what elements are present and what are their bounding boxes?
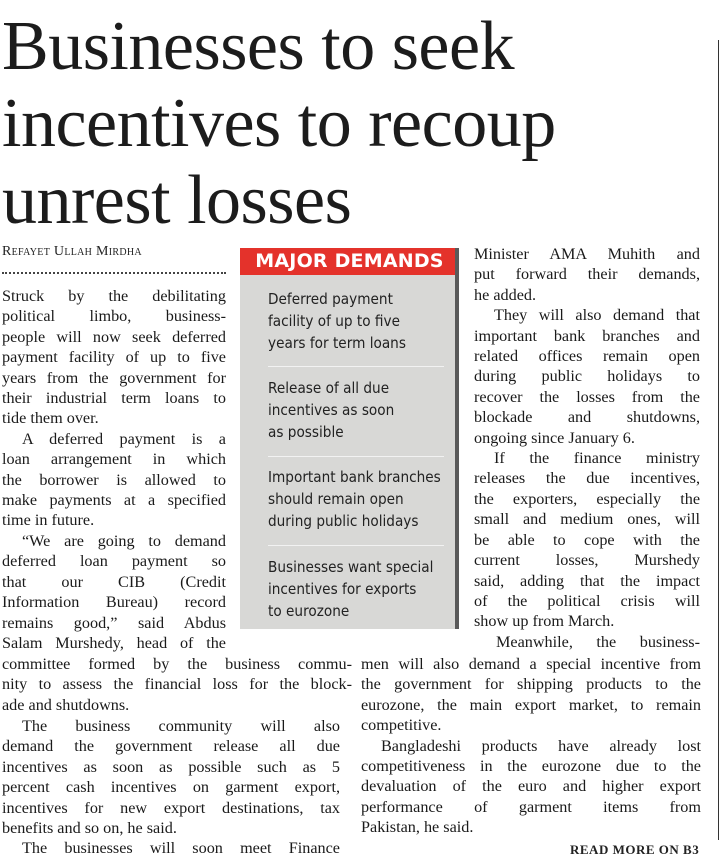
text-line: political limbo, business- (2, 307, 226, 326)
text-line: put forward their demands, (474, 265, 700, 284)
text-line: ongoing since January 6. (474, 428, 635, 447)
text-line: payment facility of up to five (2, 348, 226, 367)
text-line: time in future. (2, 511, 95, 530)
text-line: Salam Murshedy, head of the (2, 633, 226, 652)
text-line: competitiveness in the eurozone due to the (361, 757, 701, 776)
text-line: the government for shipping products to the (361, 675, 701, 694)
text-line: make payments at a specified (2, 491, 226, 510)
text-line: A deferred payment is a (22, 429, 226, 448)
text-line: competitive. (361, 716, 442, 735)
demand-line: Release of all due (268, 379, 390, 397)
article-bottom-right (361, 654, 701, 838)
text-line: performance of garment items from (361, 797, 701, 816)
text-line: Meanwhile, the business- (496, 632, 700, 651)
text-line: of the political crisis will (474, 591, 700, 610)
text-line: Struck by the debilitating (2, 287, 226, 305)
text-line: men will also demand a special incentive from (361, 655, 701, 673)
text-line: the exporters, especially the (474, 489, 700, 508)
text-line: important bank branches and (474, 326, 700, 345)
text-line: percent cash incentives on garment export, (2, 778, 340, 797)
read-more-link[interactable]: READ MORE ON B3 (570, 842, 700, 857)
demand-line: during public holidays (268, 512, 419, 530)
article-wide-left (2, 654, 352, 715)
demand-line: should remain open (268, 490, 404, 508)
text-line: people will now seek deferred (2, 327, 226, 346)
demand-line: Businesses want special (268, 558, 434, 576)
text-line: years from the government for (2, 368, 226, 387)
text-line: he added. (474, 285, 537, 304)
text-line: releases the due incentives, (474, 469, 700, 488)
text-line: their industrial term loans to (2, 389, 226, 408)
text-line: devaluation of the euro and higher export (361, 777, 701, 796)
demand-item (268, 556, 434, 622)
demand-separator (268, 545, 444, 546)
demand-item (268, 466, 441, 532)
article-column-3 (474, 244, 700, 652)
text-line: ade and shutdowns. (2, 695, 130, 714)
text-line: demand the government release all due (2, 737, 340, 756)
text-line: nity to assess the financial loss for the block- (2, 675, 352, 694)
text-line: be able to cope with the (474, 530, 700, 549)
demand-line: facility of up to five (268, 312, 400, 330)
text-line: blockade and shutdowns, (474, 408, 700, 427)
demand-line: incentives as soon (268, 401, 395, 419)
text-line: incentives for new export destinations, tax (2, 798, 340, 817)
text-line: The business community will also (22, 717, 340, 735)
demand-line: incentives for exports (268, 580, 417, 598)
column-rule (718, 40, 719, 840)
text-line: Bangladeshi products have already lost (381, 736, 701, 755)
text-line: Information Bureau) record (2, 593, 226, 612)
text-line: If the finance ministry (494, 449, 700, 468)
text-line: during public holidays to (474, 367, 700, 386)
headline-line: Businesses to seek (2, 8, 515, 85)
text-line: Pakistan, he said. (361, 818, 474, 837)
major-demands-box (240, 248, 459, 629)
demand-line: Deferred payment (268, 290, 393, 308)
demand-item (268, 288, 431, 354)
demand-separator (268, 366, 444, 367)
text-line: tide them over. (2, 409, 99, 428)
text-line: recover the losses from the (474, 387, 700, 406)
text-line: said, adding that the impact (474, 571, 700, 590)
demand-line: years for term loans (268, 334, 406, 352)
text-line: The businesses will soon meet Finance (22, 839, 340, 858)
text-line: small and medium ones, will (474, 510, 700, 529)
text-line: “We are going to demand (22, 531, 226, 550)
headline-line: incentives to recoup (2, 85, 556, 162)
demand-line: to eurozone (268, 602, 350, 620)
major-demands-title: MAJOR DEMANDS (240, 248, 459, 275)
text-line: committee formed by the business commu- (2, 655, 352, 673)
headline-line: unrest losses (2, 162, 352, 239)
text-line: They will also demand that (494, 306, 700, 325)
text-line: show up from March. (474, 612, 615, 631)
text-line: remains good,” said Abdus (2, 613, 226, 632)
text-line: that our CIB (Credit (2, 572, 226, 591)
text-line: Minister AMA Muhith and (474, 245, 700, 263)
headline (2, 8, 717, 239)
text-line: deferred loan payment so (2, 552, 226, 571)
text-line: related offices remain open (474, 347, 700, 366)
demand-item (268, 377, 431, 443)
demand-line: Important bank branches (268, 468, 441, 486)
text-line: loan arrangement in which (2, 450, 226, 469)
box-side-bar (455, 248, 459, 629)
text-line: the borrower is allowed to (2, 470, 226, 489)
text-line: eurozone, the main export market, to remain (361, 695, 701, 714)
text-line: benefits and so on, he said. (2, 819, 177, 838)
article-column-1 (2, 286, 226, 653)
byline-divider (2, 272, 226, 274)
byline: Refayet Ullah Mirdha (2, 244, 142, 259)
demand-line: as possible (268, 423, 344, 441)
demand-separator (268, 456, 444, 457)
text-line: current losses, Murshedy (474, 551, 700, 570)
text-line: incentives as soon as possible such as 5 (2, 757, 340, 776)
article-bottom-left (2, 716, 340, 859)
